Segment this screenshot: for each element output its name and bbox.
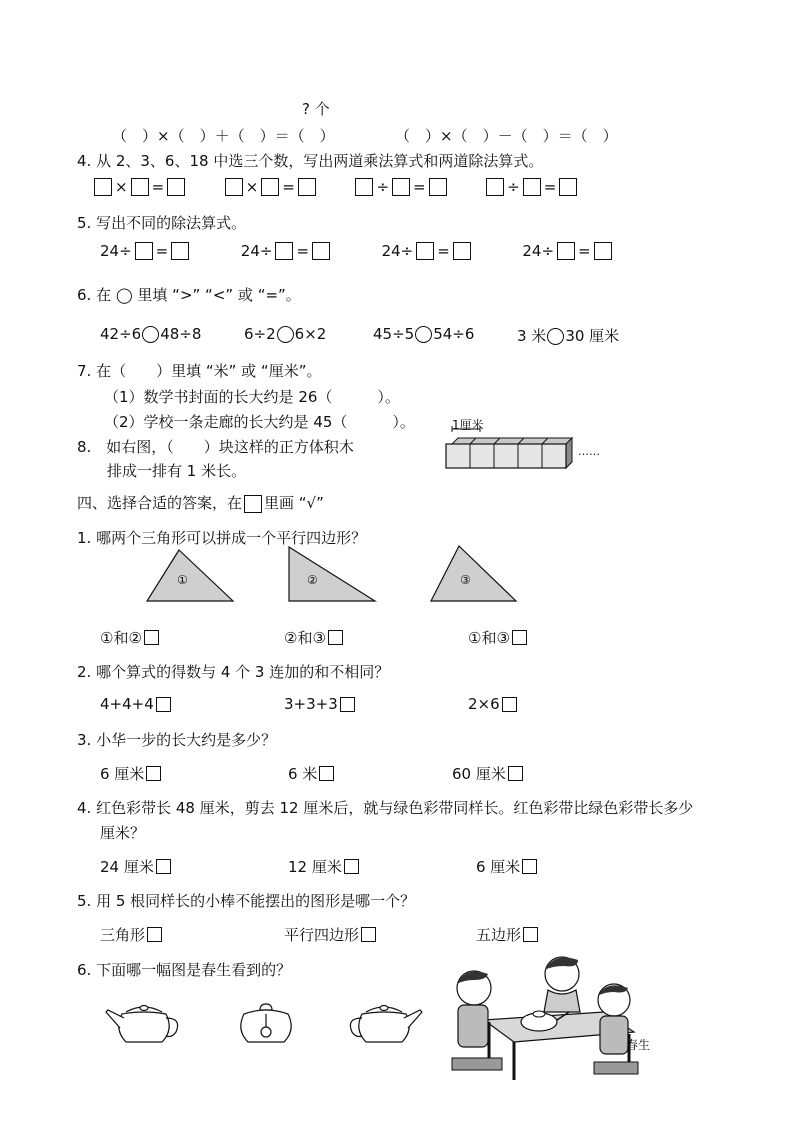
answer-box[interactable] [523, 178, 541, 196]
answer-box[interactable] [225, 178, 243, 196]
compare-right: 48÷8 [160, 325, 202, 343]
c2-text: 2. 哪个算式的得数与 4 个 3 连加的和不相同？ [77, 663, 390, 681]
q8-line1[interactable]: 8. 如右图，（ ）块这样的正方体积木 [77, 438, 354, 456]
section-title-part-b: 里画 “√” [264, 494, 324, 512]
q4-eq-1 [94, 178, 185, 196]
equals-sign: = [437, 242, 450, 260]
compare-left: 3 米 [517, 327, 547, 345]
q4-eq-4 [486, 178, 577, 196]
operator: × [245, 178, 259, 196]
answer-box[interactable] [594, 242, 612, 260]
q7-sub2[interactable]: （2）学校一条走廊的长大约是 45（ ）。 [104, 413, 415, 431]
q6-item-2 [244, 325, 326, 343]
c1-option-2: ②和③ [284, 627, 343, 648]
checkbox[interactable] [523, 927, 538, 942]
checkbox[interactable] [508, 766, 523, 781]
teapot-side-view-a-icon [104, 1000, 184, 1050]
teapot-front-view-icon [236, 1000, 296, 1050]
c5-option-1: 三角形 [100, 924, 162, 945]
triangle-1-label: ① [177, 573, 188, 587]
c5-text: 5. 用 5 根同样长的小棒不能摆出的图形是哪一个？ [77, 892, 416, 910]
checkbox[interactable] [319, 766, 334, 781]
equation-blank-right[interactable]: （ ）×（ ）－（ ）＝（ ） [395, 127, 618, 145]
answer-box[interactable] [486, 178, 504, 196]
compare-circle[interactable] [415, 326, 432, 343]
c3-option-3: 60 厘米 [452, 763, 523, 784]
checkbox[interactable] [522, 859, 537, 874]
teapot-side-view-b-icon [344, 1000, 424, 1050]
c4-option-1: 24 厘米 [100, 856, 171, 877]
dividend: 24÷ [381, 242, 414, 260]
option-1: ①和② [100, 627, 159, 648]
answer-box[interactable] [355, 178, 373, 196]
equals-sign: = [151, 178, 165, 196]
section-4-title [77, 492, 324, 513]
q5-text: 5. 写出不同的除法算式。 [77, 214, 247, 232]
cube-size-label: 1厘米 [452, 418, 484, 432]
answer-box[interactable] [392, 178, 410, 196]
compare-circle[interactable] [277, 326, 294, 343]
answer-box[interactable] [312, 242, 330, 260]
checkbox-example-icon [244, 495, 262, 513]
checkbox[interactable] [156, 697, 171, 712]
checkbox[interactable] [328, 630, 343, 645]
compare-left: 42÷6 [100, 325, 142, 343]
triangle-3-figure [430, 544, 520, 606]
c1-text: 1. 哪两个三角形可以拼成一个平行四边形？ [77, 529, 367, 547]
compare-circle[interactable] [142, 326, 159, 343]
q4-eq-3 [355, 178, 446, 196]
c3-option-1: 6 厘米 [100, 763, 161, 784]
q5-eq-1 [100, 242, 189, 260]
checkbox[interactable] [512, 630, 527, 645]
continuation-dots: …… [578, 445, 600, 458]
cube-row-figure [440, 424, 580, 474]
q6-item-1 [100, 325, 201, 343]
c4-line2: 厘米？ [100, 824, 146, 842]
question-mark-label: ? 个 [302, 100, 330, 118]
checkbox[interactable] [156, 859, 171, 874]
c4-option-2: 12 厘米 [288, 856, 359, 877]
c4-option-3: 6 厘米 [476, 856, 537, 877]
equation-blank-left[interactable]: （ ）×（ ）＋（ ）＝（ ） [112, 127, 335, 145]
children-table-illustration [444, 950, 654, 1082]
q5-eq-2 [241, 242, 330, 260]
answer-box[interactable] [275, 242, 293, 260]
operator: × [115, 178, 128, 196]
checkbox[interactable] [146, 766, 161, 781]
c5-option-2: 平行四边形 [284, 924, 376, 945]
triangle-2-label: ② [307, 573, 318, 587]
q5-eq-4 [522, 242, 611, 260]
q5-row [100, 242, 612, 260]
answer-box[interactable] [131, 178, 149, 196]
answer-box[interactable] [94, 178, 112, 196]
c6-text: 6. 下面哪一幅图是春生看到的？ [77, 961, 292, 979]
answer-box[interactable] [416, 242, 434, 260]
q6-text: 6. 在 ◯ 里填 “>” “<” 或 “=”。 [77, 286, 301, 304]
c2-option-3: 2×6 [468, 695, 517, 713]
c2-option-2: 3+3+3 [284, 695, 355, 713]
compare-right: 54÷6 [433, 325, 475, 343]
answer-box[interactable] [557, 242, 575, 260]
triangle-2-figure [287, 545, 379, 605]
triangle-3-label: ③ [460, 573, 471, 587]
compare-right: 30 厘米 [565, 327, 620, 345]
q6-item-4 [517, 325, 619, 346]
q4-blanks-row [94, 178, 577, 200]
q5-eq-3 [382, 242, 471, 260]
dividend: 24÷ [240, 242, 273, 260]
q4-eq-2 [225, 178, 316, 196]
equals-sign: = [282, 178, 295, 196]
c3-option-2: 6 米 [288, 763, 334, 784]
q4-text: 4. 从 2、3、6、18 中选三个数，写出两道乘法算式和两道除法算式。 [77, 152, 544, 170]
answer-box[interactable] [453, 242, 471, 260]
q7-sub1[interactable]: （1）数学书封面的长大约是 26（ ）。 [104, 388, 400, 406]
answer-box[interactable] [167, 178, 185, 196]
equals-sign: = [578, 242, 591, 260]
equals-sign: = [413, 178, 426, 196]
dividend: 24÷ [100, 242, 132, 260]
chunsheng-label: 春生 [626, 1038, 651, 1052]
answer-box[interactable] [298, 178, 316, 196]
checkbox[interactable] [502, 697, 517, 712]
q7-text: 7. 在（ ）里填 “米” 或 “厘米”。 [77, 362, 322, 380]
answer-box[interactable] [171, 242, 189, 260]
operator: ÷ [507, 178, 520, 196]
c1-option-3: ①和③ [468, 627, 527, 648]
equals-sign: = [296, 242, 310, 260]
answer-box[interactable] [429, 178, 447, 196]
operator: ÷ [376, 178, 390, 196]
checkbox[interactable] [344, 859, 359, 874]
checkbox[interactable] [147, 927, 162, 942]
checkbox[interactable] [361, 927, 376, 942]
c3-text: 3. 小华一步的长大约是多少？ [77, 731, 277, 749]
compare-left: 45÷5 [373, 325, 415, 343]
c5-option-3: 五边形 [476, 924, 538, 945]
c4-line1: 4. 红色彩带长 48 厘米，剪去 12 厘米后，就与绿色彩带同样长。红色彩带比绿色彩带长多少 [77, 799, 694, 817]
answer-box[interactable] [559, 178, 577, 196]
equals-sign: = [155, 242, 169, 260]
compare-left: 6÷2 [244, 325, 276, 343]
c2-option-1: 4+4+4 [100, 695, 171, 713]
checkbox[interactable] [144, 630, 159, 645]
equals-sign: = [543, 178, 557, 196]
answer-box[interactable] [261, 178, 279, 196]
q8-line2: 排成一排有 1 米长。 [107, 462, 247, 480]
compare-circle[interactable] [547, 328, 564, 345]
section-title-part-a: 四、选择合适的答案，在 [77, 494, 243, 512]
answer-box[interactable] [135, 242, 153, 260]
dividend: 24÷ [522, 242, 555, 260]
compare-right: 6×2 [294, 325, 327, 343]
c1-options [100, 627, 159, 648]
q6-item-3 [373, 325, 474, 343]
checkbox[interactable] [340, 697, 355, 712]
triangle-1-figure [146, 546, 236, 606]
